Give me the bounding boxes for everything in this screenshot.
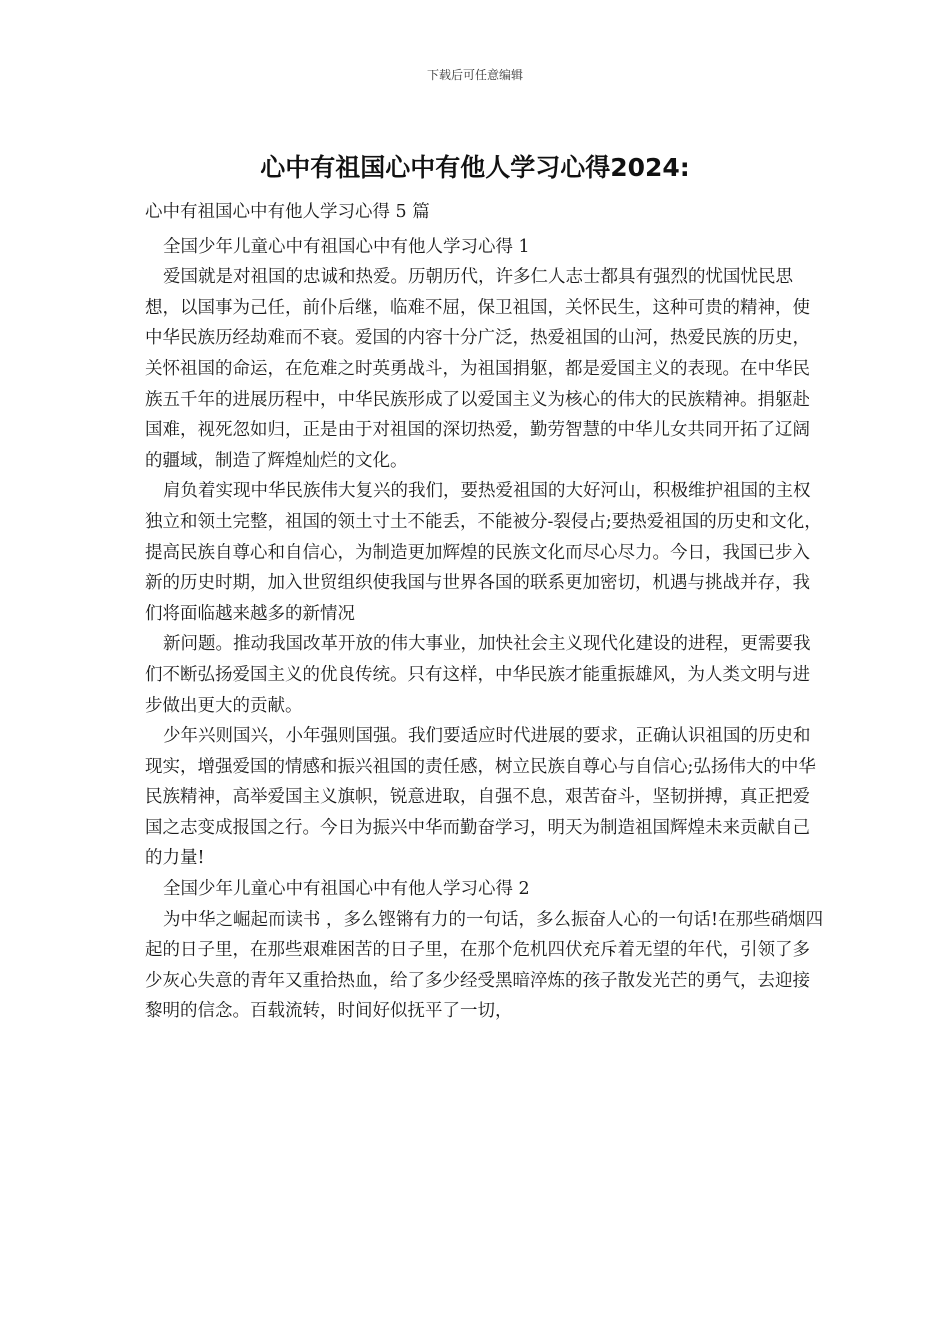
section-heading-1: 全国少年儿童心中有祖国心中有他人学习心得 1 <box>163 236 530 257</box>
paragraph: 为中华之崛起而读书 ，多么铿锵有力的一句话，多么振奋人心的一句话!在那些硝烟四起的日子里，在那些艰难困苦的日子里，在那个危机四伏充斥着无望的年代，引领了多少灰心失意的青年又重拾热血，给了多少经受黑暗淬炼的孩子散发光芒的勇气，去迎接黎明的信念。百载流转，时间好似抚平了一切， <box>145 909 824 1022</box>
paragraph: 新问题。推动我国改革开放的伟大事业，加快社会主义现代化建设的进程，更需要我们不断弘扬爱国主义的优良传统。只有这样，中华民族才能重振雄风，为人类文明与进步做出更大的贡献。 <box>145 634 811 716</box>
section-heading-2: 全国少年儿童心中有祖国心中有他人学习心得 2 <box>163 879 530 900</box>
document-title: 心中有祖国心中有他人学习心得2024: <box>260 153 690 182</box>
paragraph: 爱国就是对祖国的忠诚和热爱。历朝历代，许多仁人志士都具有强烈的忧国忧民思想，以国事为己任，前仆后继，临难不屈，保卫祖国，关怀民生，这种可贵的精神，使中华民族历经劫难而不衰。爱国的内容十分广泛，热爱祖国的山河，热爱民族的历史，关怀祖国的命运，在危难之时英勇战斗，为祖国捐躯，都是爱国主义的表现。在中华民族五千年的进展历程中，中华民族形成了以爱国主义为核心的伟大的民族精神。捐躯赴国难，视死忽如归，正是由于对祖国的深切热爱，勤劳智慧的中华儿女共同开拓了辽阔的疆域，制造了辉煌灿烂的文化。 <box>145 267 810 471</box>
document-body <box>145 197 825 1027</box>
subtitle-line: 心中有祖国心中有他人学习心得 5 篇 <box>145 202 430 222</box>
paragraph: 少年兴则国兴，小年强则国强。我们要适应时代进展的要求，正确认识祖国的历史和现实，增强爱国的情感和振兴祖国的责任感，树立民族自尊心与自信心;弘扬伟大的中华民族精神，高举爱国主义旗帜，锐意进取，自强不息，艰苦奋斗，坚韧拼搏，真正把爱国之志变成报国之行。今日为振兴中华而勤奋学习，明天为制造祖国辉煌未来贡献自己的力量! <box>145 726 816 869</box>
header-note: 下载后可任意编辑 <box>426 68 523 82</box>
paragraph: 肩负着实现中华民族伟大复兴的我们，要热爱祖国的大好河山，积极维护祖国的主权独立和领土完整，祖国的领土寸土不能丢，不能被分-裂侵占;要热爱祖国的历史和文化，提高民族自尊心和自信心，为制造更加辉煌的民族文化而尽心尽力。今日，我国已步入新的历史时期，加入世贸组织使我国与世界各国的联系更加密切，机遇与挑战并存，我们将面临越来越多的新情况 <box>145 481 822 624</box>
